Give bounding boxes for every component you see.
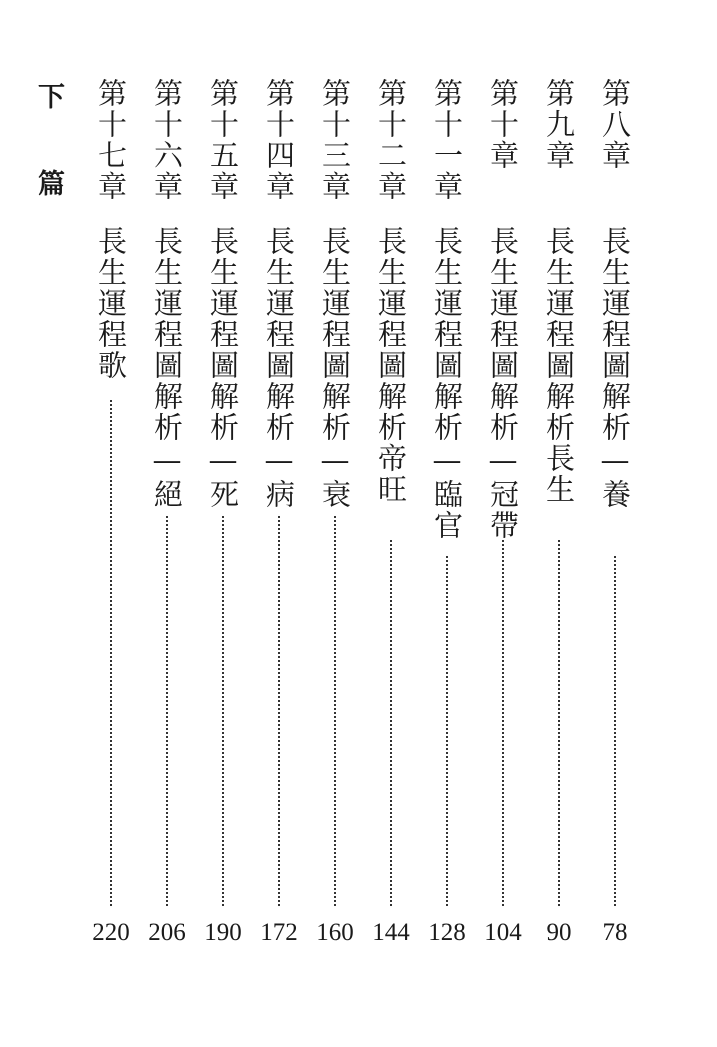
chapter-title: 長生運程圖解析—冠帶 [486,226,520,541]
page-number: 160 [316,919,354,946]
toc-entry[interactable] [315,78,355,958]
page-number: 104 [484,919,522,946]
page-number: 78 [602,919,628,946]
toc-entry[interactable] [595,78,635,958]
chapter-number: 第十六章 [150,78,184,202]
toc-entry[interactable] [427,78,467,958]
chapter-number: 第十章 [486,78,520,171]
dot-leader [614,556,616,906]
chapter-number: 第八章 [598,78,632,171]
chapter-number: 第十二章 [374,78,408,202]
page-number: 128 [428,919,466,946]
dot-leader [278,516,280,906]
dot-leader [446,556,448,906]
toc-entry[interactable] [483,78,523,958]
dot-leader [390,540,392,906]
toc-entry[interactable] [147,78,187,958]
page-number: 144 [372,919,410,946]
toc-entry[interactable] [91,78,131,958]
dot-leader [502,540,504,906]
dot-leader [334,516,336,906]
chapter-title: 長生運程圖解析—病 [262,226,296,510]
chapter-number: 第十三章 [318,78,352,202]
dot-leader [110,400,112,906]
chapter-number: 第十七章 [94,78,128,202]
chapter-number: 第九章 [542,78,576,171]
chapter-title: 長生運程歌 [94,226,128,381]
toc-entry[interactable] [203,78,243,958]
chapter-title: 長生運程圖解析—絕 [150,226,184,510]
toc-entry[interactable] [371,78,411,958]
page-number: 190 [204,919,242,946]
page-number: 220 [92,919,130,946]
chapter-number: 第十五章 [206,78,240,202]
page-number: 206 [148,919,186,946]
toc-entry[interactable] [539,78,579,958]
page-number: 90 [546,919,572,946]
chapter-title: 長生運程圖解析—臨官 [430,226,464,541]
section-heading: 下篇 [33,82,64,256]
page-number: 172 [260,919,298,946]
toc-entry[interactable] [259,78,299,958]
dot-leader [558,540,560,906]
dot-leader [222,516,224,906]
chapter-number: 第十四章 [262,78,296,202]
chapter-title: 長生運程圖解析長生 [542,226,576,505]
chapter-title: 長生運程圖解析—養 [598,226,632,510]
chapter-title: 長生運程圖解析—衰 [318,226,352,510]
dot-leader [166,516,168,906]
chapter-title: 長生運程圖解析—死 [206,226,240,510]
chapter-number: 第十一章 [430,78,464,202]
chapter-title: 長生運程圖解析帝旺 [374,226,408,505]
